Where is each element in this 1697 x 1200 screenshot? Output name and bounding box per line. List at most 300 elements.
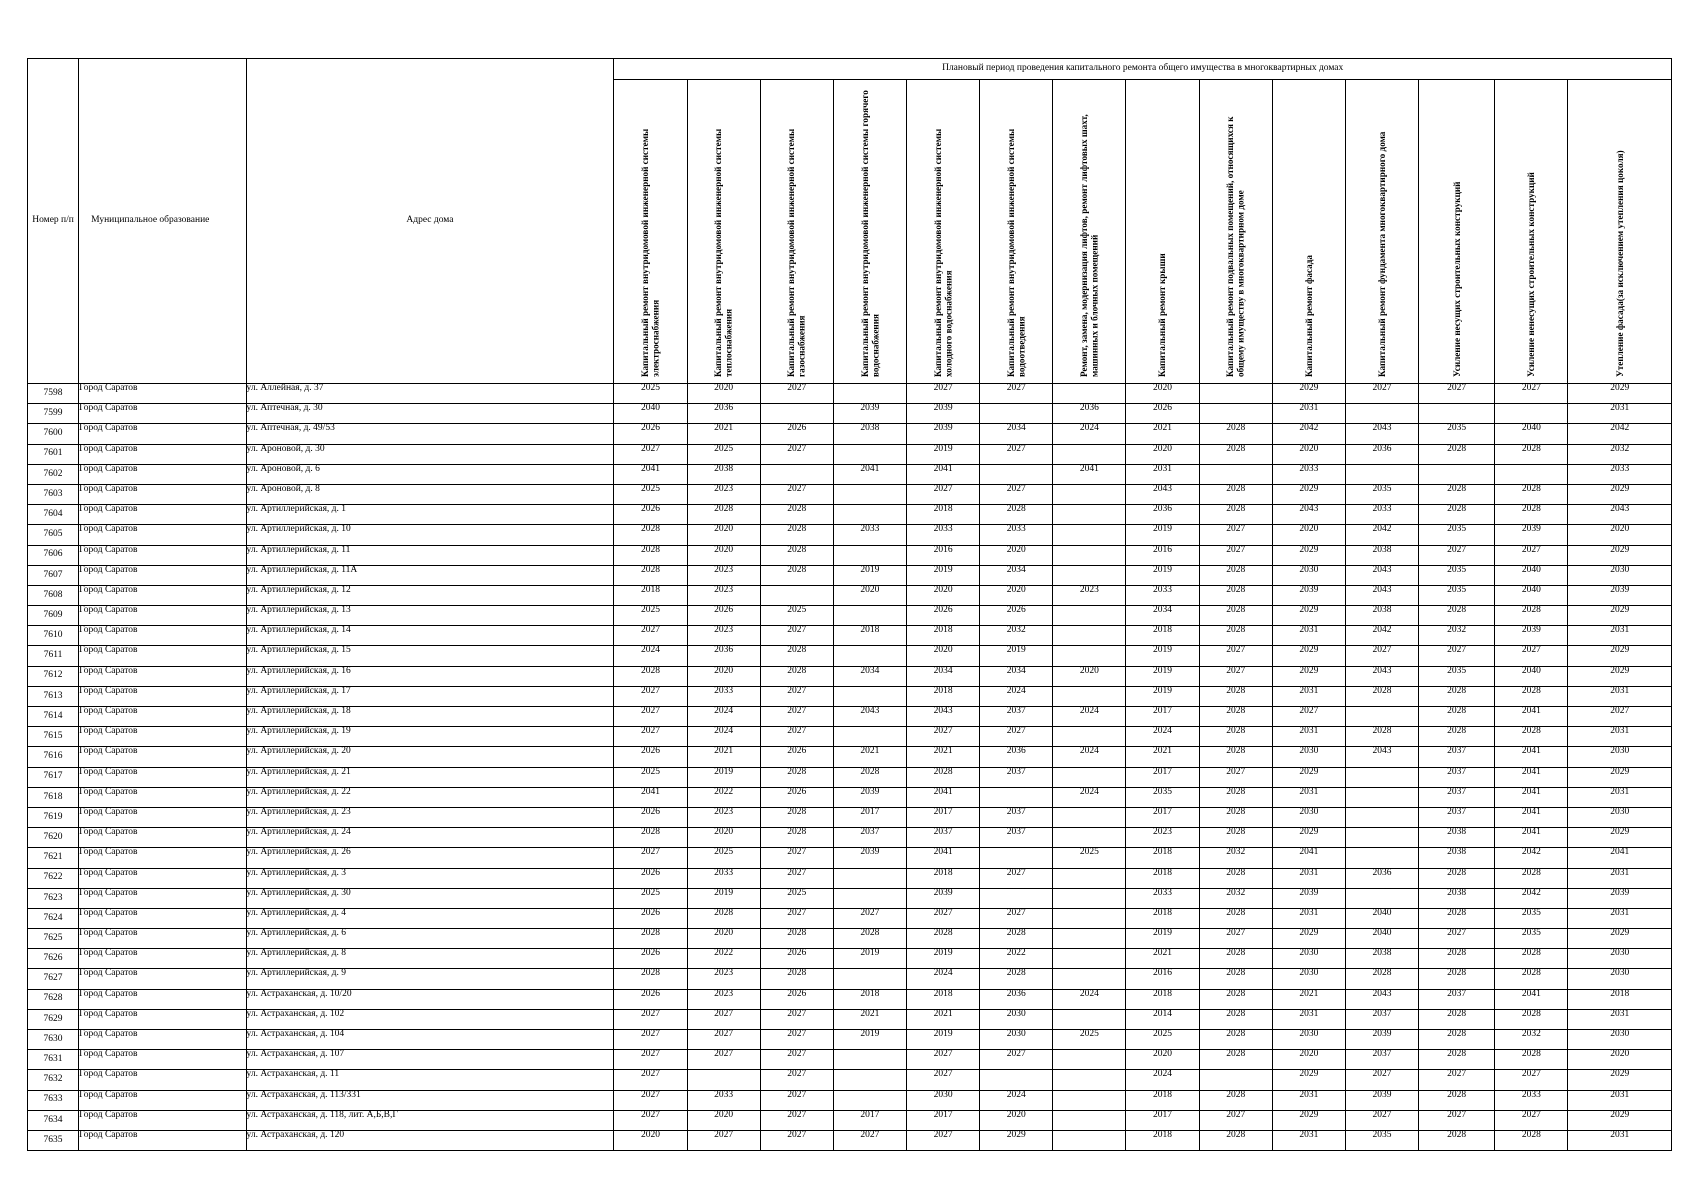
year-cell: 2019 xyxy=(906,949,979,969)
row-number-cell: 7620 xyxy=(28,828,79,848)
year-cell: 2018 xyxy=(906,989,979,1009)
year-cell: 2028 xyxy=(906,929,979,949)
year-cell: 2028 xyxy=(1199,606,1272,626)
year-cell: 2039 xyxy=(1345,1090,1418,1110)
year-cell: 2035 xyxy=(1495,908,1568,928)
municipality-cell: Город Саратов xyxy=(79,1009,246,1029)
year-cell: 2038 xyxy=(833,424,906,444)
year-cell: 2020 xyxy=(833,585,906,605)
year-cell xyxy=(687,1070,760,1090)
year-cell: 2027 xyxy=(1495,384,1568,404)
year-cell: 2029 xyxy=(1272,767,1345,787)
year-cell: 2043 xyxy=(1272,505,1345,525)
header-work-type-label: Капитальный ремонт фасада xyxy=(1303,255,1314,377)
year-cell: 2029 xyxy=(1568,606,1672,626)
header-planned-period: Плановый период проведения капитального ремонта общего имущества в многоквартирных домах xyxy=(614,59,1672,80)
year-cell: 2039 xyxy=(906,424,979,444)
year-cell xyxy=(1053,1009,1126,1029)
row-number-cell: 7613 xyxy=(28,686,79,706)
year-cell: 2026 xyxy=(687,606,760,626)
table-row xyxy=(28,787,1672,807)
table-row xyxy=(28,969,1672,989)
year-cell: 2035 xyxy=(1419,525,1495,545)
year-cell: 2026 xyxy=(980,606,1053,626)
year-cell: 2028 xyxy=(760,767,833,787)
year-cell: 2027 xyxy=(760,1009,833,1029)
year-cell: 2042 xyxy=(1272,424,1345,444)
year-cell: 2031 xyxy=(1568,686,1672,706)
address-cell: ул. Артиллерийская, д. 6 xyxy=(246,929,614,949)
year-cell: 2028 xyxy=(1199,1009,1272,1029)
year-cell: 2027 xyxy=(760,626,833,646)
year-cell: 2027 xyxy=(1199,1110,1272,1130)
municipality-cell: Город Саратов xyxy=(79,545,246,565)
address-cell: ул. Астраханская, д. 118, лит. А,Б,В,Г xyxy=(246,1110,614,1130)
year-cell: 2041 xyxy=(833,464,906,484)
year-cell: 2020 xyxy=(687,1110,760,1130)
year-cell: 2021 xyxy=(687,747,760,767)
table-row xyxy=(28,888,1672,908)
row-number-cell: 7598 xyxy=(28,384,79,404)
year-cell: 2028 xyxy=(614,929,687,949)
year-cell: 2034 xyxy=(833,666,906,686)
year-cell xyxy=(833,444,906,464)
year-cell: 2028 xyxy=(760,969,833,989)
year-cell: 2030 xyxy=(906,1090,979,1110)
year-cell: 2028 xyxy=(1419,505,1495,525)
year-cell: 2019 xyxy=(1126,565,1199,585)
address-cell: ул. Астраханская, д. 11 xyxy=(246,1070,614,1090)
year-cell: 2027 xyxy=(614,1030,687,1050)
year-cell: 2038 xyxy=(1345,606,1418,626)
year-cell: 2018 xyxy=(833,989,906,1009)
table-row xyxy=(28,929,1672,949)
header-work-type xyxy=(1199,80,1272,384)
year-cell: 2026 xyxy=(614,868,687,888)
year-cell: 2033 xyxy=(687,686,760,706)
year-cell xyxy=(1345,848,1418,868)
year-cell: 2025 xyxy=(614,484,687,504)
year-cell xyxy=(1053,1090,1126,1110)
table-row xyxy=(28,585,1672,605)
year-cell: 2027 xyxy=(1495,646,1568,666)
municipality-cell: Город Саратов xyxy=(79,787,246,807)
year-cell: 2019 xyxy=(687,888,760,908)
year-cell xyxy=(1053,606,1126,626)
year-cell: 2027 xyxy=(1199,929,1272,949)
year-cell: 2026 xyxy=(760,989,833,1009)
address-cell: ул. Артиллерийская, д. 12 xyxy=(246,585,614,605)
year-cell: 2028 xyxy=(980,969,1053,989)
table-row xyxy=(28,626,1672,646)
year-cell: 2027 xyxy=(760,727,833,747)
year-cell: 2027 xyxy=(760,1130,833,1150)
header-work-type xyxy=(1053,80,1126,384)
year-cell: 2026 xyxy=(614,908,687,928)
year-cell xyxy=(1199,404,1272,424)
year-cell: 2028 xyxy=(1419,1050,1495,1070)
year-cell: 2029 xyxy=(1272,929,1345,949)
row-number-cell: 7605 xyxy=(28,525,79,545)
address-cell: ул. Артиллерийская, д. 17 xyxy=(246,686,614,706)
year-cell: 2030 xyxy=(1272,807,1345,827)
row-number-cell: 7621 xyxy=(28,848,79,868)
year-cell: 2018 xyxy=(1126,989,1199,1009)
municipality-cell: Город Саратов xyxy=(79,585,246,605)
header-work-type xyxy=(1272,80,1345,384)
year-cell xyxy=(1053,686,1126,706)
year-cell: 2028 xyxy=(1495,1130,1568,1150)
municipality-cell: Город Саратов xyxy=(79,646,246,666)
year-cell: 2037 xyxy=(980,807,1053,827)
year-cell: 2024 xyxy=(1053,989,1126,1009)
year-cell: 2042 xyxy=(1495,888,1568,908)
address-cell: ул. Артиллерийская, д. 15 xyxy=(246,646,614,666)
year-cell: 2028 xyxy=(760,565,833,585)
year-cell: 2028 xyxy=(1419,908,1495,928)
year-cell: 2025 xyxy=(614,384,687,404)
year-cell: 2033 xyxy=(1495,1090,1568,1110)
year-cell: 2037 xyxy=(1419,787,1495,807)
year-cell: 2043 xyxy=(1126,484,1199,504)
year-cell: 2037 xyxy=(1419,747,1495,767)
year-cell: 2036 xyxy=(1345,444,1418,464)
year-cell: 2029 xyxy=(1568,929,1672,949)
year-cell: 2028 xyxy=(760,646,833,666)
year-cell xyxy=(1199,384,1272,404)
year-cell xyxy=(980,404,1053,424)
year-cell: 2028 xyxy=(760,505,833,525)
row-number-cell: 7634 xyxy=(28,1110,79,1130)
year-cell xyxy=(1345,828,1418,848)
year-cell: 2027 xyxy=(1199,545,1272,565)
year-cell: 2027 xyxy=(906,1070,979,1090)
year-cell: 2033 xyxy=(833,525,906,545)
year-cell: 2037 xyxy=(833,828,906,848)
year-cell xyxy=(833,646,906,666)
year-cell: 2030 xyxy=(1568,969,1672,989)
year-cell: 2027 xyxy=(614,1009,687,1029)
year-cell xyxy=(1053,505,1126,525)
year-cell xyxy=(833,484,906,504)
table-row xyxy=(28,1009,1672,1029)
year-cell: 2028 xyxy=(1199,505,1272,525)
year-cell: 2028 xyxy=(1495,868,1568,888)
year-cell: 2020 xyxy=(1272,444,1345,464)
year-cell: 2023 xyxy=(687,565,760,585)
year-cell xyxy=(833,868,906,888)
year-cell: 2030 xyxy=(1272,747,1345,767)
year-cell: 2040 xyxy=(1345,908,1418,928)
year-cell: 2033 xyxy=(687,1090,760,1110)
year-cell: 2027 xyxy=(980,1050,1053,1070)
row-number-cell: 7599 xyxy=(28,404,79,424)
table-row xyxy=(28,989,1672,1009)
year-cell: 2027 xyxy=(760,848,833,868)
year-cell: 2043 xyxy=(1345,424,1418,444)
year-cell: 2017 xyxy=(1126,807,1199,827)
year-cell xyxy=(1053,828,1126,848)
table-row xyxy=(28,384,1672,404)
year-cell: 2018 xyxy=(1568,989,1672,1009)
table-row xyxy=(28,666,1672,686)
year-cell: 2021 xyxy=(906,1009,979,1029)
year-cell: 2020 xyxy=(1272,525,1345,545)
header-work-type-label: Усиление несущих строительных конструкций xyxy=(1451,181,1462,377)
year-cell: 2035 xyxy=(1419,424,1495,444)
year-cell: 2027 xyxy=(1419,1110,1495,1130)
municipality-cell: Город Саратов xyxy=(79,929,246,949)
year-cell: 2028 xyxy=(1419,606,1495,626)
municipality-cell: Город Саратов xyxy=(79,1070,246,1090)
address-cell: ул. Артиллерийская, д. 24 xyxy=(246,828,614,848)
address-cell: ул. Артиллерийская, д. 30 xyxy=(246,888,614,908)
year-cell: 2018 xyxy=(906,626,979,646)
year-cell: 2020 xyxy=(1568,525,1672,545)
year-cell: 2039 xyxy=(906,888,979,908)
year-cell: 2017 xyxy=(1126,1110,1199,1130)
table-row xyxy=(28,404,1672,424)
year-cell: 2026 xyxy=(614,747,687,767)
year-cell xyxy=(833,1050,906,1070)
year-cell: 2035 xyxy=(1419,666,1495,686)
year-cell: 2039 xyxy=(1272,585,1345,605)
header-work-type-label: Капитальный ремонт внутридомовой инженерной системы электроснабжения xyxy=(640,128,661,377)
address-cell: ул. Аптечная, д. 30 xyxy=(246,404,614,424)
header-work-type xyxy=(1126,80,1199,384)
year-cell: 2041 xyxy=(614,787,687,807)
year-cell: 2027 xyxy=(760,908,833,928)
year-cell: 2027 xyxy=(614,626,687,646)
year-cell xyxy=(1053,444,1126,464)
year-cell: 2035 xyxy=(1345,1130,1418,1150)
year-cell xyxy=(1053,1050,1126,1070)
year-cell: 2027 xyxy=(1199,767,1272,787)
year-cell: 2043 xyxy=(906,707,979,727)
year-cell: 2026 xyxy=(614,424,687,444)
year-cell: 2027 xyxy=(614,727,687,747)
year-cell xyxy=(1495,464,1568,484)
year-cell: 2038 xyxy=(1345,949,1418,969)
table-row xyxy=(28,505,1672,525)
year-cell xyxy=(1053,484,1126,504)
year-cell: 2024 xyxy=(614,646,687,666)
year-cell: 2019 xyxy=(833,565,906,585)
year-cell: 2023 xyxy=(687,989,760,1009)
year-cell: 2036 xyxy=(687,646,760,666)
municipality-cell: Город Саратов xyxy=(79,747,246,767)
year-cell: 2024 xyxy=(1053,747,1126,767)
year-cell xyxy=(1053,727,1126,747)
year-cell: 2030 xyxy=(1272,1030,1345,1050)
year-cell: 2028 xyxy=(1419,707,1495,727)
year-cell: 2032 xyxy=(1199,888,1272,908)
year-cell: 2024 xyxy=(687,707,760,727)
year-cell: 2028 xyxy=(1495,727,1568,747)
year-cell: 2037 xyxy=(1419,767,1495,787)
table-row xyxy=(28,545,1672,565)
year-cell: 2030 xyxy=(1568,565,1672,585)
row-number-cell: 7627 xyxy=(28,969,79,989)
year-cell: 2037 xyxy=(906,828,979,848)
row-number-cell: 7601 xyxy=(28,444,79,464)
year-cell: 2021 xyxy=(1126,424,1199,444)
year-cell: 2020 xyxy=(687,545,760,565)
year-cell: 2038 xyxy=(687,464,760,484)
municipality-cell: Город Саратов xyxy=(79,424,246,444)
year-cell: 2042 xyxy=(1345,525,1418,545)
year-cell: 2041 xyxy=(1053,464,1126,484)
year-cell: 2023 xyxy=(1126,828,1199,848)
year-cell xyxy=(760,404,833,424)
header-work-type-label: Ремонт, замена, модернизация лифтов, ремонт лифтовых шахт, машинных и блочных помещений xyxy=(1079,114,1100,377)
year-cell: 2033 xyxy=(1126,888,1199,908)
year-cell xyxy=(833,384,906,404)
year-cell: 2023 xyxy=(687,969,760,989)
year-cell: 2028 xyxy=(760,828,833,848)
table-row xyxy=(28,1070,1672,1090)
year-cell: 2023 xyxy=(687,484,760,504)
year-cell: 2036 xyxy=(1126,505,1199,525)
year-cell: 2025 xyxy=(614,767,687,787)
year-cell xyxy=(1053,1070,1126,1090)
year-cell: 2025 xyxy=(1126,1030,1199,1050)
year-cell: 2027 xyxy=(1495,545,1568,565)
address-cell: ул. Ароновой, д. 6 xyxy=(246,464,614,484)
year-cell: 2024 xyxy=(1053,787,1126,807)
row-number-cell: 7614 xyxy=(28,707,79,727)
year-cell: 2029 xyxy=(1568,828,1672,848)
year-cell xyxy=(1053,767,1126,787)
year-cell: 2022 xyxy=(687,787,760,807)
address-cell: ул. Аллейная, д. 37 xyxy=(246,384,614,404)
year-cell: 2028 xyxy=(1345,727,1418,747)
year-cell: 2041 xyxy=(1495,989,1568,1009)
year-cell: 2028 xyxy=(687,908,760,928)
year-cell xyxy=(980,1070,1053,1090)
year-cell: 2025 xyxy=(614,606,687,626)
table-row xyxy=(28,606,1672,626)
year-cell: 2028 xyxy=(1419,1090,1495,1110)
year-cell: 2020 xyxy=(687,384,760,404)
year-cell: 2020 xyxy=(1053,666,1126,686)
year-cell xyxy=(1053,646,1126,666)
year-cell xyxy=(980,464,1053,484)
municipality-cell: Город Саратов xyxy=(79,828,246,848)
year-cell: 2041 xyxy=(1495,767,1568,787)
year-cell: 2020 xyxy=(687,929,760,949)
year-cell: 2027 xyxy=(833,1130,906,1150)
year-cell: 2021 xyxy=(906,747,979,767)
year-cell: 2027 xyxy=(906,908,979,928)
year-cell: 2028 xyxy=(614,969,687,989)
municipality-cell: Город Саратов xyxy=(79,807,246,827)
year-cell xyxy=(833,969,906,989)
year-cell: 2021 xyxy=(833,747,906,767)
year-cell: 2043 xyxy=(1345,666,1418,686)
header-work-type-label: Капитальный ремонт внутридомовой инженерной системы газоснабжения xyxy=(786,128,807,377)
year-cell: 2020 xyxy=(687,666,760,686)
year-cell: 2020 xyxy=(687,828,760,848)
year-cell: 2029 xyxy=(1568,767,1672,787)
year-cell: 2034 xyxy=(1126,606,1199,626)
address-cell: ул. Артиллерийская, д. 3 xyxy=(246,868,614,888)
year-cell: 2027 xyxy=(1345,1070,1418,1090)
year-cell: 2026 xyxy=(614,505,687,525)
year-cell xyxy=(833,606,906,626)
row-number-cell: 7602 xyxy=(28,464,79,484)
year-cell: 2028 xyxy=(1495,969,1568,989)
year-cell: 2037 xyxy=(1345,1050,1418,1070)
year-cell: 2029 xyxy=(1568,484,1672,504)
year-cell: 2027 xyxy=(1199,666,1272,686)
year-cell: 2027 xyxy=(1568,707,1672,727)
year-cell: 2027 xyxy=(614,1050,687,1070)
year-cell: 2032 xyxy=(1419,626,1495,646)
address-cell: ул. Астраханская, д. 120 xyxy=(246,1130,614,1150)
year-cell: 2021 xyxy=(1126,747,1199,767)
table-row xyxy=(28,828,1672,848)
year-cell: 2028 xyxy=(1495,949,1568,969)
year-cell: 2028 xyxy=(1495,686,1568,706)
year-cell: 2038 xyxy=(1345,545,1418,565)
year-cell: 2029 xyxy=(1272,666,1345,686)
year-cell: 2028 xyxy=(906,767,979,787)
table-row xyxy=(28,424,1672,444)
year-cell: 2029 xyxy=(1568,666,1672,686)
year-cell: 2023 xyxy=(687,626,760,646)
year-cell: 2036 xyxy=(980,989,1053,1009)
year-cell: 2027 xyxy=(833,908,906,928)
year-cell: 2021 xyxy=(1272,989,1345,1009)
row-number-cell: 7609 xyxy=(28,606,79,626)
year-cell: 2028 xyxy=(1199,565,1272,585)
year-cell: 2042 xyxy=(1495,848,1568,868)
year-cell: 2028 xyxy=(1199,1130,1272,1150)
year-cell: 2018 xyxy=(1126,1130,1199,1150)
year-cell: 2028 xyxy=(1419,1030,1495,1050)
year-cell xyxy=(1419,404,1495,424)
year-cell: 2037 xyxy=(1419,807,1495,827)
address-cell: ул. Ароновой, д. 8 xyxy=(246,484,614,504)
year-cell: 2028 xyxy=(1199,989,1272,1009)
municipality-cell: Город Саратов xyxy=(79,686,246,706)
address-cell: ул. Астраханская, д. 102 xyxy=(246,1009,614,1029)
year-cell: 2024 xyxy=(1126,1070,1199,1090)
header-work-type-label: Капитальный ремонт внутридомовой инженерной системы теплоснабжения xyxy=(713,128,734,377)
year-cell: 2018 xyxy=(1126,848,1199,868)
year-cell: 2023 xyxy=(687,585,760,605)
year-cell: 2020 xyxy=(906,585,979,605)
table-row xyxy=(28,1030,1672,1050)
address-cell: ул. Артиллерийская, д. 18 xyxy=(246,707,614,727)
year-cell: 2040 xyxy=(1495,585,1568,605)
year-cell: 2030 xyxy=(1272,949,1345,969)
year-cell: 2031 xyxy=(1272,404,1345,424)
table-row xyxy=(28,707,1672,727)
row-number-cell: 7619 xyxy=(28,807,79,827)
year-cell: 2028 xyxy=(614,828,687,848)
year-cell: 2027 xyxy=(1345,646,1418,666)
row-number-cell: 7611 xyxy=(28,646,79,666)
year-cell: 2019 xyxy=(687,767,760,787)
year-cell: 2027 xyxy=(614,444,687,464)
year-cell xyxy=(760,464,833,484)
year-cell xyxy=(1345,807,1418,827)
year-cell: 2016 xyxy=(906,545,979,565)
year-cell: 2027 xyxy=(760,1110,833,1130)
year-cell: 2028 xyxy=(1199,868,1272,888)
